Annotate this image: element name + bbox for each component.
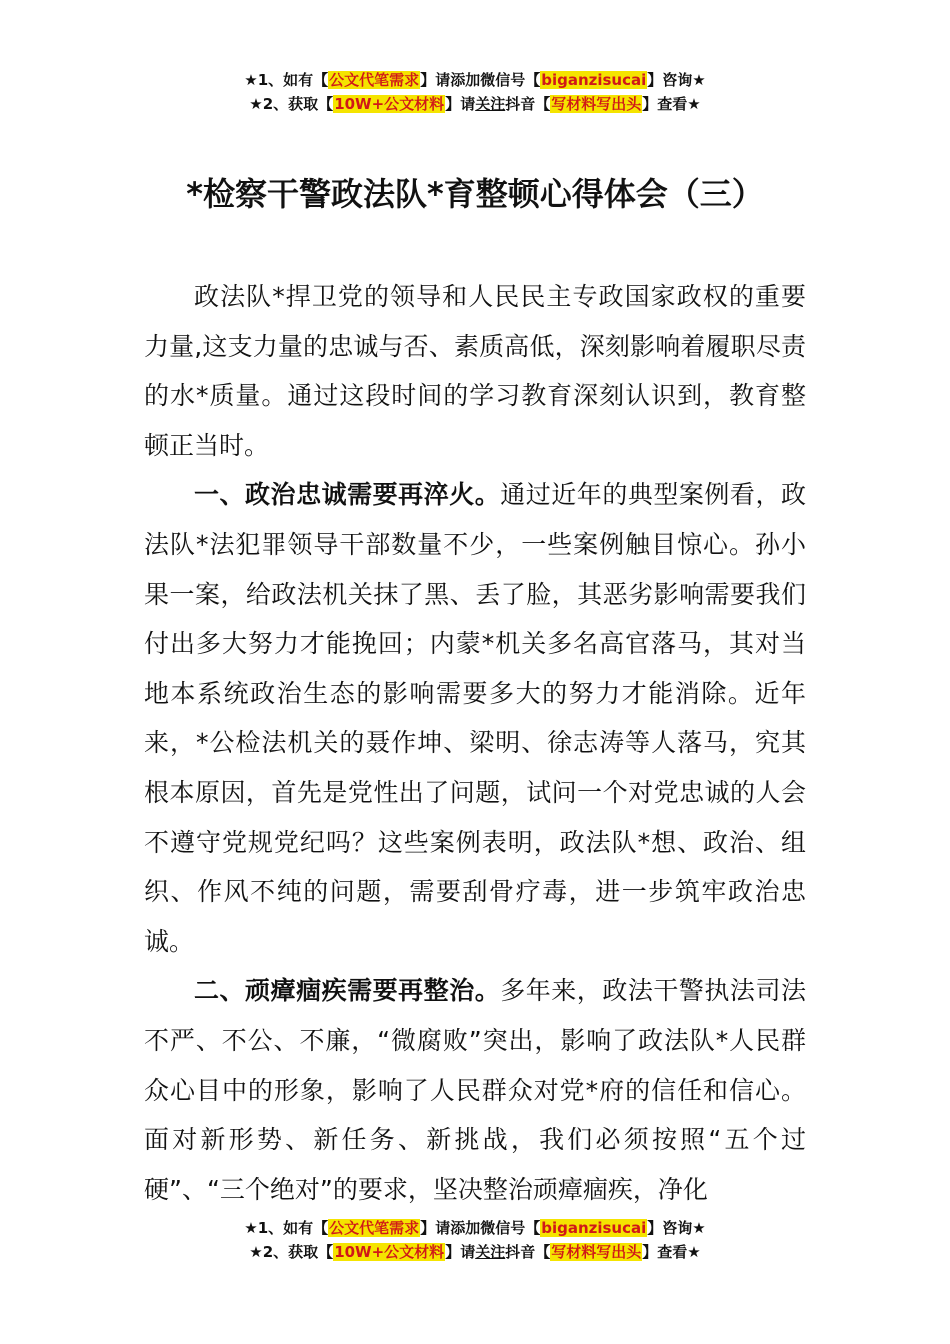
document-body bbox=[144, 272, 806, 1214]
promo-text: ★2、获取【 bbox=[249, 1243, 334, 1261]
promo-text: ★2、获取【 bbox=[249, 95, 334, 113]
wechat-id-highlight: biganzisucai bbox=[541, 71, 647, 89]
promo-line-2 bbox=[0, 92, 950, 116]
wechat-id-highlight: biganzisucai bbox=[541, 1219, 647, 1237]
paragraph-text: 通过近年的典型案例看，政法队*法犯罪领导干部数量不少，一些案例触目惊心。孙小果一案，给政法机关抹了黑、丢了脸，其恶劣影响需要我们付出多大努力才能挽回；内蒙*机关多名高官落马，其对当地本系统政治生态的影响需要多大的努力才能消除。近年来，*公检法机关的聂作坤、梁明、徐志涛等人落马，究其根本原因，首先是党性出了问题，试问一个对党忠诚的人会不遵守党规党纪吗？这些案例表明，政法队*想、政治、组织、作风不纯的问题，需要刮骨疗毒，进一步筑牢政治忠诚。 bbox=[144, 480, 806, 956]
promo-text: 】请 bbox=[445, 95, 476, 113]
promo-line-1 bbox=[0, 68, 950, 92]
promo-text: ★1、如有【 bbox=[244, 1219, 329, 1237]
promo-highlight: 公文代笔需求 bbox=[329, 71, 420, 89]
promo-text: 】咨询★ bbox=[647, 71, 706, 89]
promo-underline: 关注 bbox=[475, 1243, 506, 1261]
promo-text: 抖音【 bbox=[505, 95, 551, 113]
section-heading: 二、顽瘴痼疾需要再整治。 bbox=[194, 976, 501, 1006]
promo-highlight: 公文代笔需求 bbox=[329, 1219, 420, 1237]
paragraph-text: 多年来，政法干警执法司法不严、不公、不廉，“微腐败”突出，影响了政法队*人民群众心目中的形象，影响了人民群众对党*府的信任和信心。面对新形势、新任务、新挑战，我们必须按照“五个过硬”、“三个绝对”的要求，坚决整治顽瘴痼疾，净化 bbox=[144, 976, 806, 1204]
promo-text: 抖音【 bbox=[505, 1243, 551, 1261]
paragraph-intro bbox=[144, 272, 806, 470]
paragraph-section-1 bbox=[144, 470, 806, 966]
paragraph-text: 政法队*捍卫党的领导和人民民主专政国家政权的重要力量,这支力量的忠诚与否、素质高低，深刻影响着履职尽责的水*质量。通过这段时间的学习教育深刻认识到，教育整顿正当时。 bbox=[144, 282, 806, 460]
douyin-account-highlight: 写材料写出头 bbox=[551, 1243, 642, 1261]
section-heading: 一、政治忠诚需要再淬火。 bbox=[194, 480, 501, 510]
promo-line-2 bbox=[0, 1240, 950, 1264]
promo-text: 】咨询★ bbox=[647, 1219, 706, 1237]
promo-line-1 bbox=[0, 1216, 950, 1240]
footer-promo-banner bbox=[0, 1216, 950, 1264]
promo-underline: 关注 bbox=[475, 95, 506, 113]
douyin-account-highlight: 写材料写出头 bbox=[551, 95, 642, 113]
promo-text: 】查看★ bbox=[642, 95, 701, 113]
promo-text: ★1、如有【 bbox=[244, 71, 329, 89]
promo-highlight: 10W+公文材料 bbox=[334, 1243, 445, 1261]
header-promo-banner bbox=[0, 68, 950, 116]
document-title: *检察干警政法队*育整顿心得体会（三） bbox=[186, 175, 764, 213]
paragraph-section-2 bbox=[144, 966, 806, 1214]
promo-text: 】请添加微信号【 bbox=[420, 71, 541, 89]
promo-text: 】请添加微信号【 bbox=[420, 1219, 541, 1237]
promo-text: 】请 bbox=[445, 1243, 476, 1261]
promo-text: 】查看★ bbox=[642, 1243, 701, 1261]
promo-highlight: 10W+公文材料 bbox=[334, 95, 445, 113]
